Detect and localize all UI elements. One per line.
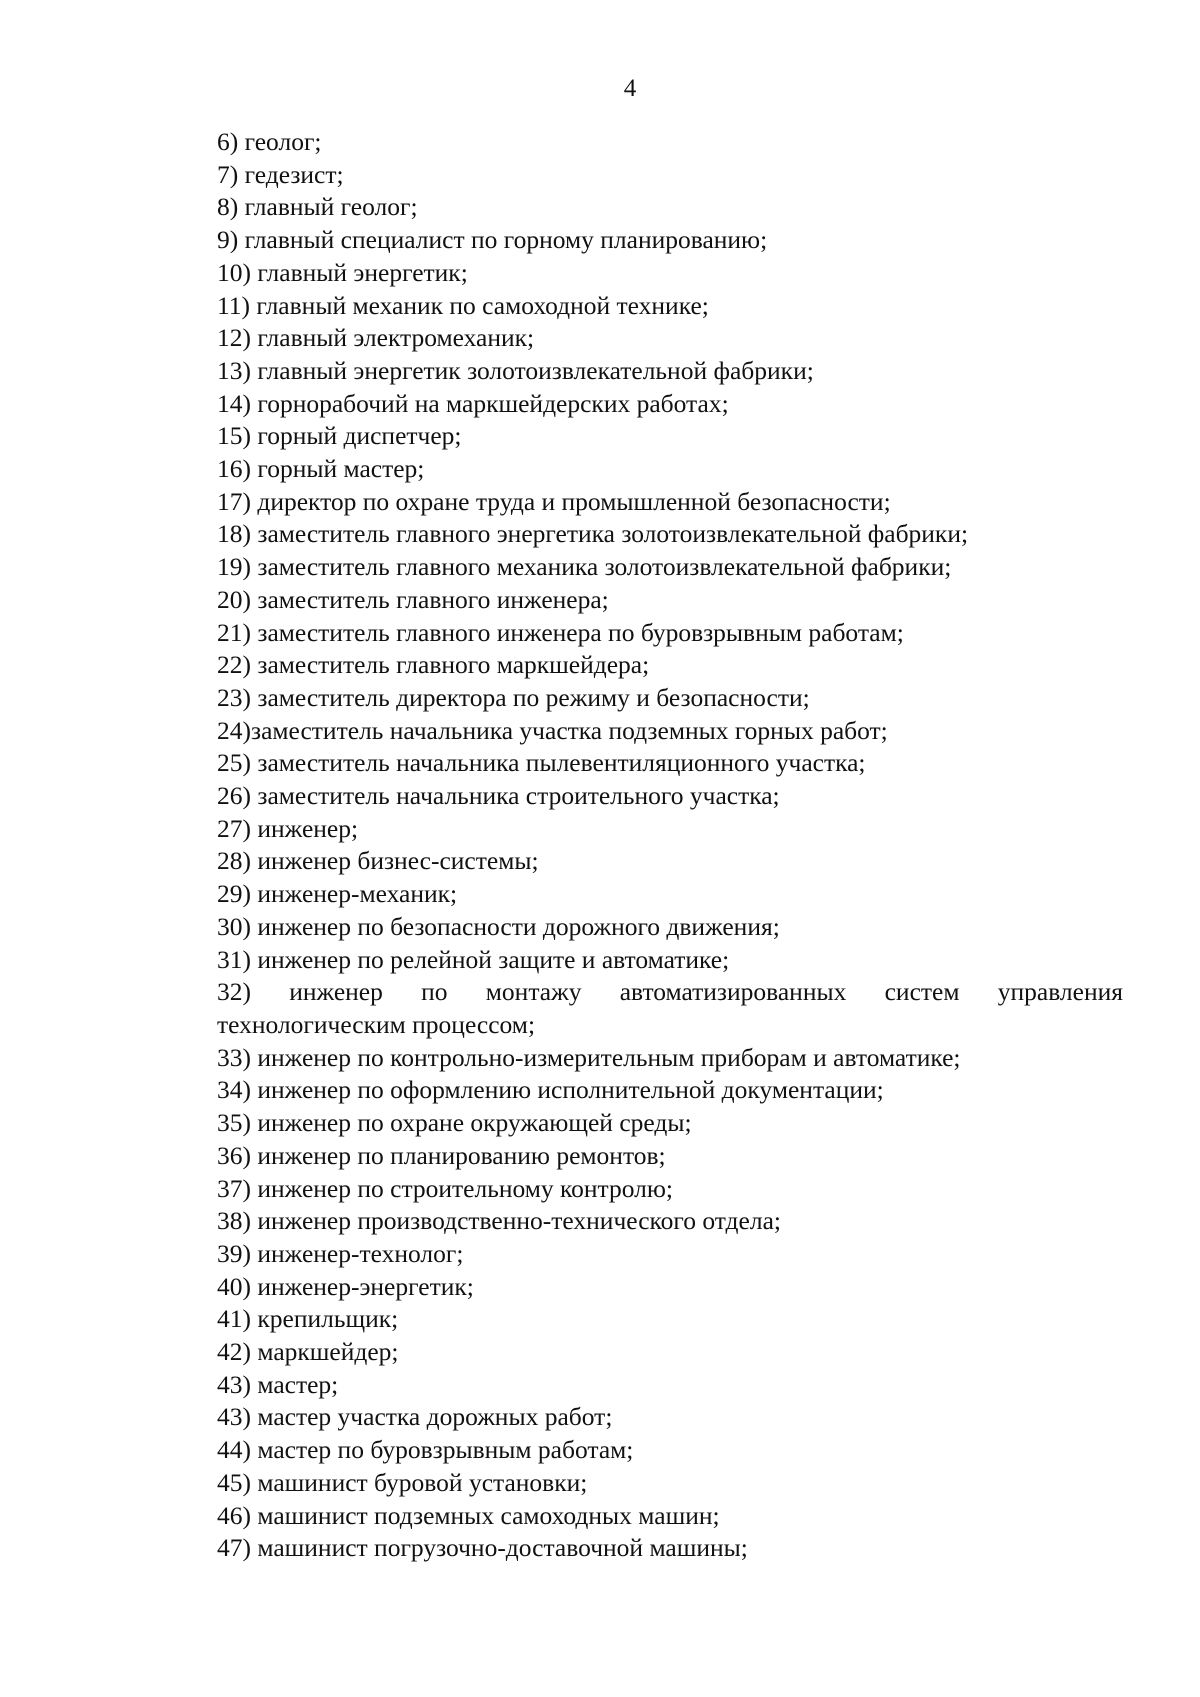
list-item: 29) инженер-механик; [217,879,458,909]
list-item: 12) главный электромеханик; [217,323,535,353]
list-item: 30) инженер по безопасности дорожного движения; [217,911,780,941]
list-item: 47) машинист погрузочно-доставочной машины; [217,1533,748,1563]
list-item: 33) инженер по контрольно-измерительным приборам и автоматике; [217,1042,961,1072]
list-item: 19) заместитель главного механика золотоизвлекательной фабрики; [217,552,952,582]
list-item: 16) горный мастер; [217,454,425,484]
list-item: 35) инженер по охране окружающей среды; [217,1108,692,1138]
list-item: 45) машинист буровой установки; [217,1467,588,1497]
list-item: 20) заместитель главного инженера; [217,584,609,614]
list-item: 10) главный энергетик; [217,257,468,287]
list-item: 43) мастер участка дорожных работ; [217,1402,613,1432]
list-item: 14) горнорабочий на маркшейдерских работах; [217,388,729,418]
list-item: 43) мастер; [217,1369,339,1399]
list-item: 18) заместитель главного энергетика золотоизвлекательной фабрики; [217,519,969,549]
list-item: 11) главный механик по самоходной технике; [217,290,709,320]
list-item: 37) инженер по строительному контролю; [217,1173,673,1203]
list-item: 21) заместитель главного инженера по буровзрывным работам; [217,617,904,647]
list-item: 27) инженер; [217,813,359,843]
list-item: 23) заместитель директора по режиму и безопасности; [217,682,810,712]
list-item: 40) инженер-энергетик; [217,1271,474,1301]
list-item: 31) инженер по релейной защите и автоматике; [217,944,730,974]
list-item: 13) главный энергетик золотоизвлекательной фабрики; [217,355,814,385]
list-item: 15) горный диспетчер; [217,421,462,451]
list-item: 41) крепильщик; [217,1304,399,1334]
list-item: 28) инженер бизнес-системы; [217,846,539,876]
list-item: 32) инженер по монтажу автоматизированных систем управления технологическим процессом; [217,977,1123,1039]
list-item: 25) заместитель начальника пылевентиляционного участка; [217,748,866,778]
list-item: 36) инженер по планированию ремонтов; [217,1140,666,1170]
list-item: 24)заместитель начальника участка подземных горных работ; [217,715,888,745]
page-number: 4 [623,75,637,102]
list-item: 38) инженер производственно-технического отдела; [217,1206,781,1236]
list-item: 8) главный геолог; [217,192,418,222]
list-item: 42) маркшейдер; [217,1337,399,1367]
list-item: 39) инженер-технолог; [217,1238,464,1268]
list-item: 44) мастер по буровзрывным работам; [217,1435,634,1465]
list-item: 22) заместитель главного маркшейдера; [217,650,650,680]
list-item: 46) машинист подземных самоходных машин; [217,1500,720,1530]
position-list [217,126,1123,1565]
list-item: 34) инженер по оформлению исполнительной документации; [217,1075,884,1105]
list-item: 6) геолог; [217,127,322,156]
list-item: 17) директор по охране труда и промышленной безопасности; [217,486,891,516]
list-item: 7) гедезист; [217,159,344,189]
list-item: 26) заместитель начальника строительного участка; [217,781,780,811]
list-item: 9) главный специалист по горному планированию; [217,225,768,255]
